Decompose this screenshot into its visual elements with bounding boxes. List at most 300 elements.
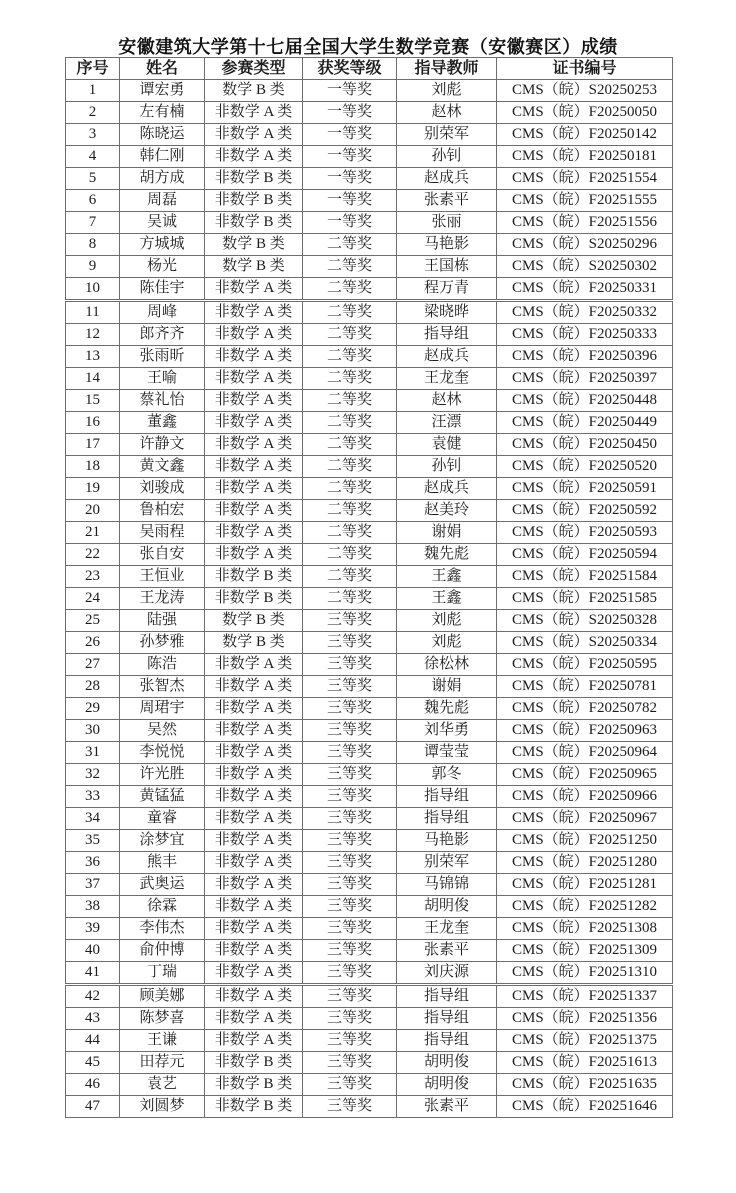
- table-cell: 陆强: [120, 610, 205, 632]
- table-cell: 李悦悦: [120, 742, 205, 764]
- table-cell: 二等奖: [303, 324, 397, 346]
- table-cell: 非数学 B 类: [205, 566, 303, 588]
- table-cell: 周磊: [120, 190, 205, 212]
- table-cell: 王鑫: [397, 566, 497, 588]
- table-cell: CMS（皖）F20251310: [497, 962, 673, 985]
- table-cell: 黄锰猛: [120, 786, 205, 808]
- table-cell: 谢娟: [397, 522, 497, 544]
- table-cell: CMS（皖）F20250963: [497, 720, 673, 742]
- table-cell: 非数学 B 类: [205, 212, 303, 234]
- table-row: [66, 764, 673, 786]
- table-cell: 周珺宇: [120, 698, 205, 720]
- table-cell: 46: [66, 1074, 120, 1096]
- table-cell: CMS（皖）F20250593: [497, 522, 673, 544]
- results-table: [65, 57, 673, 1118]
- table-row: [66, 212, 673, 234]
- table-cell: 张自安: [120, 544, 205, 566]
- table-cell: 11: [66, 301, 120, 324]
- table-cell: 三等奖: [303, 852, 397, 874]
- table-cell: CMS（皖）F20251646: [497, 1096, 673, 1118]
- table-cell: 陈梦喜: [120, 1008, 205, 1030]
- table-cell: 44: [66, 1030, 120, 1052]
- table-cell: 4: [66, 146, 120, 168]
- table-cell: 非数学 A 类: [205, 874, 303, 896]
- table-cell: CMS（皖）F20251337: [497, 985, 673, 1008]
- table-cell: 二等奖: [303, 234, 397, 256]
- table-cell: 二等奖: [303, 500, 397, 522]
- table-cell: 孙钊: [397, 146, 497, 168]
- table-cell: 24: [66, 588, 120, 610]
- table-cell: 刘彪: [397, 632, 497, 654]
- table-cell: 三等奖: [303, 632, 397, 654]
- table-row: [66, 918, 673, 940]
- table-cell: 王喻: [120, 368, 205, 390]
- table-cell: 非数学 A 类: [205, 830, 303, 852]
- table-cell: 张智杰: [120, 676, 205, 698]
- table-cell: 14: [66, 368, 120, 390]
- table-cell: 指导组: [397, 786, 497, 808]
- table-cell: 张丽: [397, 212, 497, 234]
- table-cell: 18: [66, 456, 120, 478]
- table-cell: CMS（皖）F20250448: [497, 390, 673, 412]
- table-cell: CMS（皖）F20250594: [497, 544, 673, 566]
- table-cell: 徐霖: [120, 896, 205, 918]
- table-cell: 袁艺: [120, 1074, 205, 1096]
- table-row: [66, 456, 673, 478]
- table-cell: 胡明俊: [397, 1074, 497, 1096]
- table-row: [66, 500, 673, 522]
- table-cell: 刘彪: [397, 610, 497, 632]
- table-cell: CMS（皖）S20250302: [497, 256, 673, 278]
- table-cell: 33: [66, 786, 120, 808]
- table-cell: 38: [66, 896, 120, 918]
- table-cell: CMS（皖）F20251613: [497, 1052, 673, 1074]
- table-cell: 指导组: [397, 985, 497, 1008]
- table-row: [66, 278, 673, 301]
- table-row: [66, 1030, 673, 1052]
- table-cell: 王恒业: [120, 566, 205, 588]
- table-row: [66, 852, 673, 874]
- table-cell: 张雨昕: [120, 346, 205, 368]
- table-cell: CMS（皖）F20250396: [497, 346, 673, 368]
- table-cell: 一等奖: [303, 124, 397, 146]
- table-cell: CMS（皖）F20250592: [497, 500, 673, 522]
- table-row: [66, 1096, 673, 1118]
- table-cell: 9: [66, 256, 120, 278]
- table-cell: 非数学 A 类: [205, 676, 303, 698]
- table-cell: 21: [66, 522, 120, 544]
- table-cell: 二等奖: [303, 588, 397, 610]
- table-row: [66, 1008, 673, 1030]
- table-cell: 30: [66, 720, 120, 742]
- table-cell: 别荣军: [397, 852, 497, 874]
- table-cell: 2: [66, 102, 120, 124]
- table-row: [66, 434, 673, 456]
- table-cell: 魏先彪: [397, 544, 497, 566]
- table-cell: CMS（皖）F20250397: [497, 368, 673, 390]
- table-cell: 三等奖: [303, 676, 397, 698]
- table-row: [66, 566, 673, 588]
- table-cell: 一等奖: [303, 146, 397, 168]
- table-cell: 非数学 A 类: [205, 368, 303, 390]
- table-cell: 王龙奎: [397, 368, 497, 390]
- table-cell: 34: [66, 808, 120, 830]
- table-cell: CMS（皖）F20250966: [497, 786, 673, 808]
- table-cell: 吴然: [120, 720, 205, 742]
- table-cell: 非数学 A 类: [205, 940, 303, 962]
- table-cell: 二等奖: [303, 412, 397, 434]
- table-row: [66, 190, 673, 212]
- table-cell: 29: [66, 698, 120, 720]
- table-cell: CMS（皖）F20250331: [497, 278, 673, 301]
- table-cell: CMS（皖）F20251585: [497, 588, 673, 610]
- table-cell: 马艳影: [397, 234, 497, 256]
- table-cell: 胡明俊: [397, 1052, 497, 1074]
- table-cell: 非数学 A 类: [205, 852, 303, 874]
- table-row: [66, 896, 673, 918]
- table-cell: 吴诚: [120, 212, 205, 234]
- table-cell: 黄文鑫: [120, 456, 205, 478]
- table-cell: 19: [66, 478, 120, 500]
- table-cell: CMS（皖）F20251554: [497, 168, 673, 190]
- table-cell: CMS（皖）F20250520: [497, 456, 673, 478]
- table-cell: 王鑫: [397, 588, 497, 610]
- table-cell: CMS（皖）F20251250: [497, 830, 673, 852]
- table-cell: 47: [66, 1096, 120, 1118]
- table-cell: 魏先彪: [397, 698, 497, 720]
- table-cell: 左有楠: [120, 102, 205, 124]
- table-cell: 杨光: [120, 256, 205, 278]
- table-cell: 赵成兵: [397, 478, 497, 500]
- table-row: [66, 610, 673, 632]
- table-cell: 刘圆梦: [120, 1096, 205, 1118]
- table-cell: 三等奖: [303, 1052, 397, 1074]
- table-cell: CMS（皖）F20250450: [497, 434, 673, 456]
- table-cell: 三等奖: [303, 1030, 397, 1052]
- table-cell: 非数学 A 类: [205, 985, 303, 1008]
- table-cell: 孙钊: [397, 456, 497, 478]
- table-cell: 一等奖: [303, 190, 397, 212]
- table-cell: CMS（皖）S20250253: [497, 80, 673, 102]
- table-cell: 王龙奎: [397, 918, 497, 940]
- table-cell: 非数学 A 类: [205, 102, 303, 124]
- table-cell: 三等奖: [303, 808, 397, 830]
- table-cell: 三等奖: [303, 720, 397, 742]
- table-cell: 25: [66, 610, 120, 632]
- table-cell: 三等奖: [303, 830, 397, 852]
- table-cell: 31: [66, 742, 120, 764]
- table-cell: 丁瑞: [120, 962, 205, 985]
- table-cell: 数学 B 类: [205, 632, 303, 654]
- table-cell: 8: [66, 234, 120, 256]
- table-cell: 别荣军: [397, 124, 497, 146]
- table-cell: 非数学 A 类: [205, 742, 303, 764]
- table-cell: 45: [66, 1052, 120, 1074]
- table-cell: 非数学 A 类: [205, 390, 303, 412]
- table-cell: 非数学 A 类: [205, 654, 303, 676]
- table-row: [66, 80, 673, 102]
- header-cell: 序号: [66, 58, 120, 80]
- table-cell: CMS（皖）F20250181: [497, 146, 673, 168]
- table-cell: 6: [66, 190, 120, 212]
- table-cell: 指导组: [397, 324, 497, 346]
- table-cell: 40: [66, 940, 120, 962]
- table-cell: CMS（皖）F20251280: [497, 852, 673, 874]
- table-cell: 非数学 B 类: [205, 190, 303, 212]
- table-cell: CMS（皖）F20250965: [497, 764, 673, 786]
- table-cell: 三等奖: [303, 654, 397, 676]
- table-cell: 二等奖: [303, 478, 397, 500]
- table-cell: 三等奖: [303, 962, 397, 985]
- table-cell: CMS（皖）F20250333: [497, 324, 673, 346]
- table-cell: CMS（皖）F20250781: [497, 676, 673, 698]
- table-row: [66, 346, 673, 368]
- table-cell: CMS（皖）F20251375: [497, 1030, 673, 1052]
- table-cell: 非数学 A 类: [205, 896, 303, 918]
- table-row: [66, 632, 673, 654]
- table-row: [66, 1074, 673, 1096]
- table-row: [66, 940, 673, 962]
- table-cell: 田荐元: [120, 1052, 205, 1074]
- table-cell: 三等奖: [303, 985, 397, 1008]
- table-cell: 7: [66, 212, 120, 234]
- table-cell: 36: [66, 852, 120, 874]
- table-cell: 二等奖: [303, 390, 397, 412]
- table-cell: CMS（皖）S20250328: [497, 610, 673, 632]
- table-cell: 3: [66, 124, 120, 146]
- table-cell: 三等奖: [303, 896, 397, 918]
- table-cell: 非数学 A 类: [205, 412, 303, 434]
- table-cell: 非数学 A 类: [205, 301, 303, 324]
- table-cell: 28: [66, 676, 120, 698]
- table-cell: 谭宏勇: [120, 80, 205, 102]
- table-cell: 刘骏成: [120, 478, 205, 500]
- table-cell: 35: [66, 830, 120, 852]
- table-cell: 二等奖: [303, 544, 397, 566]
- table-cell: 非数学 A 类: [205, 324, 303, 346]
- table-cell: 非数学 B 类: [205, 1096, 303, 1118]
- table-cell: 陈晓运: [120, 124, 205, 146]
- table-cell: CMS（皖）F20250591: [497, 478, 673, 500]
- table-cell: 非数学 A 类: [205, 786, 303, 808]
- table-cell: 程万青: [397, 278, 497, 301]
- table-cell: 数学 B 类: [205, 80, 303, 102]
- table-cell: 陈浩: [120, 654, 205, 676]
- table-cell: 非数学 A 类: [205, 698, 303, 720]
- table-cell: 非数学 B 类: [205, 1052, 303, 1074]
- table-cell: 三等奖: [303, 1074, 397, 1096]
- header-cell: 姓名: [120, 58, 205, 80]
- table-cell: 鲁柏宏: [120, 500, 205, 522]
- table-cell: 非数学 A 类: [205, 124, 303, 146]
- table-row: [66, 168, 673, 190]
- table-cell: 二等奖: [303, 301, 397, 324]
- table-cell: 非数学 A 类: [205, 434, 303, 456]
- table-cell: 二等奖: [303, 346, 397, 368]
- table-cell: 熊丰: [120, 852, 205, 874]
- table-cell: 三等奖: [303, 874, 397, 896]
- table-cell: 孙梦雅: [120, 632, 205, 654]
- table-cell: CMS（皖）S20250334: [497, 632, 673, 654]
- table-row: [66, 874, 673, 896]
- table-cell: 非数学 B 类: [205, 1074, 303, 1096]
- table-cell: 三等奖: [303, 918, 397, 940]
- table-cell: 数学 B 类: [205, 234, 303, 256]
- table-cell: 二等奖: [303, 566, 397, 588]
- table-cell: 刘庆源: [397, 962, 497, 985]
- table-cell: 16: [66, 412, 120, 434]
- table-cell: CMS（皖）F20251308: [497, 918, 673, 940]
- table-cell: 非数学 B 类: [205, 588, 303, 610]
- table-cell: 张素平: [397, 940, 497, 962]
- table-cell: 谢娟: [397, 676, 497, 698]
- table-cell: 蔡礼怡: [120, 390, 205, 412]
- table-cell: 赵成兵: [397, 168, 497, 190]
- header-cell: 证书编号: [497, 58, 673, 80]
- table-row: [66, 478, 673, 500]
- table-cell: 汪漂: [397, 412, 497, 434]
- table-row: [66, 412, 673, 434]
- table-cell: 梁晓晔: [397, 301, 497, 324]
- table-cell: 童睿: [120, 808, 205, 830]
- table-row: [66, 234, 673, 256]
- table-cell: CMS（皖）F20251556: [497, 212, 673, 234]
- table-row: [66, 676, 673, 698]
- table-cell: 非数学 A 类: [205, 962, 303, 985]
- table-cell: 非数学 A 类: [205, 1008, 303, 1030]
- table-cell: 涂梦宜: [120, 830, 205, 852]
- table-row: [66, 786, 673, 808]
- table-cell: 12: [66, 324, 120, 346]
- table-cell: 43: [66, 1008, 120, 1030]
- table-header-row: [66, 58, 673, 80]
- table-cell: 二等奖: [303, 522, 397, 544]
- table-cell: 李伟杰: [120, 918, 205, 940]
- table-row: [66, 588, 673, 610]
- table-cell: 许静文: [120, 434, 205, 456]
- table-row: [66, 324, 673, 346]
- table-cell: 32: [66, 764, 120, 786]
- table-cell: 顾美娜: [120, 985, 205, 1008]
- table-cell: 郭冬: [397, 764, 497, 786]
- table-cell: 马锦锦: [397, 874, 497, 896]
- table-cell: 一等奖: [303, 102, 397, 124]
- table-cell: 二等奖: [303, 456, 397, 478]
- table-cell: 吴雨程: [120, 522, 205, 544]
- table-cell: 数学 B 类: [205, 610, 303, 632]
- table-cell: 非数学 A 类: [205, 808, 303, 830]
- table-cell: 二等奖: [303, 368, 397, 390]
- table-cell: 三等奖: [303, 940, 397, 962]
- table-cell: 刘华勇: [397, 720, 497, 742]
- table-cell: 42: [66, 985, 120, 1008]
- table-cell: CMS（皖）F20251356: [497, 1008, 673, 1030]
- table-cell: 王谦: [120, 1030, 205, 1052]
- table-cell: 13: [66, 346, 120, 368]
- table-cell: CMS（皖）S20250296: [497, 234, 673, 256]
- table-cell: 董鑫: [120, 412, 205, 434]
- table-cell: 23: [66, 566, 120, 588]
- table-cell: 10: [66, 278, 120, 301]
- table-cell: 指导组: [397, 1030, 497, 1052]
- table-cell: 非数学 A 类: [205, 456, 303, 478]
- table-row: [66, 368, 673, 390]
- table-cell: CMS（皖）F20251584: [497, 566, 673, 588]
- table-cell: 谭莹莹: [397, 742, 497, 764]
- table-cell: 二等奖: [303, 278, 397, 301]
- table-cell: 武奥运: [120, 874, 205, 896]
- table-cell: 41: [66, 962, 120, 985]
- table-cell: 周峰: [120, 301, 205, 324]
- table-cell: 一等奖: [303, 80, 397, 102]
- table-cell: 非数学 A 类: [205, 146, 303, 168]
- table-cell: 张素平: [397, 1096, 497, 1118]
- table-cell: 27: [66, 654, 120, 676]
- table-cell: CMS（皖）F20250142: [497, 124, 673, 146]
- table-row: [66, 102, 673, 124]
- table-cell: 胡方成: [120, 168, 205, 190]
- table-cell: 非数学 A 类: [205, 764, 303, 786]
- table-cell: CMS（皖）F20250449: [497, 412, 673, 434]
- table-cell: 非数学 A 类: [205, 918, 303, 940]
- table-row: [66, 830, 673, 852]
- table-row: [66, 301, 673, 324]
- table-cell: 37: [66, 874, 120, 896]
- table-cell: CMS（皖）F20251555: [497, 190, 673, 212]
- table-row: [66, 1052, 673, 1074]
- table-cell: 22: [66, 544, 120, 566]
- table-cell: 俞仲博: [120, 940, 205, 962]
- table-cell: 袁健: [397, 434, 497, 456]
- table-cell: CMS（皖）F20250782: [497, 698, 673, 720]
- table-cell: 许光胜: [120, 764, 205, 786]
- table-cell: CMS（皖）F20250964: [497, 742, 673, 764]
- table-cell: 一等奖: [303, 212, 397, 234]
- table-cell: CMS（皖）F20251309: [497, 940, 673, 962]
- table-cell: 指导组: [397, 808, 497, 830]
- table-cell: 二等奖: [303, 434, 397, 456]
- table-row: [66, 654, 673, 676]
- table-cell: 方城城: [120, 234, 205, 256]
- table-cell: 非数学 A 类: [205, 544, 303, 566]
- table-row: [66, 390, 673, 412]
- table-cell: 赵美玲: [397, 500, 497, 522]
- table-row: [66, 962, 673, 985]
- table-cell: 20: [66, 500, 120, 522]
- table-cell: 非数学 A 类: [205, 1030, 303, 1052]
- table-cell: 韩仁刚: [120, 146, 205, 168]
- table-cell: 徐松林: [397, 654, 497, 676]
- table-cell: 数学 B 类: [205, 256, 303, 278]
- header-cell: 参赛类型: [205, 58, 303, 80]
- table-cell: CMS（皖）F20250332: [497, 301, 673, 324]
- table-cell: CMS（皖）F20250595: [497, 654, 673, 676]
- table-cell: 非数学 A 类: [205, 720, 303, 742]
- header-cell: 指导教师: [397, 58, 497, 80]
- table-cell: 非数学 A 类: [205, 346, 303, 368]
- table-cell: 三等奖: [303, 742, 397, 764]
- table-cell: 张素平: [397, 190, 497, 212]
- table-cell: 赵林: [397, 390, 497, 412]
- table-cell: 刘彪: [397, 80, 497, 102]
- table-row: [66, 698, 673, 720]
- table-cell: 非数学 A 类: [205, 478, 303, 500]
- table-cell: 指导组: [397, 1008, 497, 1030]
- table-cell: 陈佳宇: [120, 278, 205, 301]
- table-cell: 三等奖: [303, 786, 397, 808]
- table-row: [66, 720, 673, 742]
- table-cell: 三等奖: [303, 764, 397, 786]
